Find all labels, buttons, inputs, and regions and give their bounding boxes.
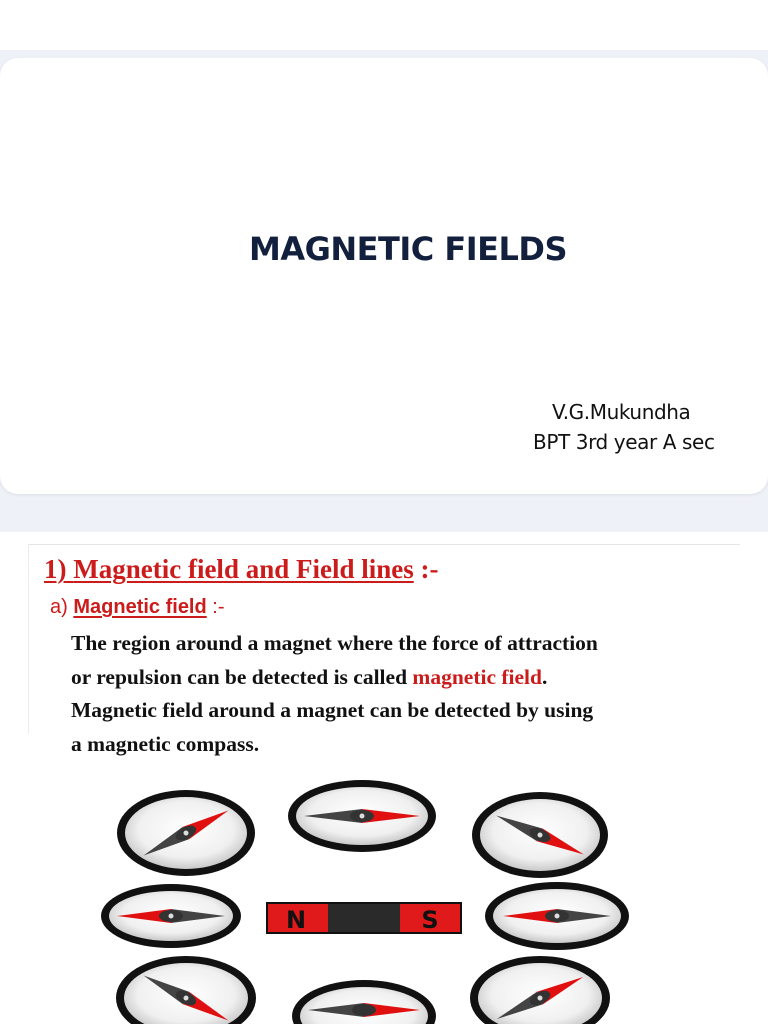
definition-line-4: a magnetic compass. [71,731,260,756]
subsection-letter: a) [50,596,68,618]
compass-magnet-illustration [0,772,768,1024]
compass-icon [116,956,256,1024]
section-heading-text: Magnetic field and Field lines [73,554,414,584]
slide-left-border [28,544,29,734]
bar-magnet-icon [266,902,462,934]
top-band [0,0,768,50]
section-heading [44,554,438,585]
author-name: V.G.Mukundha [552,400,691,424]
subsection-heading-text: Magnetic field [73,596,207,618]
slide-top-border [28,544,740,545]
subsection-heading [50,596,225,619]
title-slide [0,58,768,494]
definition-paragraph [71,627,731,761]
compass-icon [292,980,436,1024]
definition-line-3: Magnetic field around a magnet can be detected by using [71,698,594,722]
definition-line-2: or repulsion can be detected is called magnetic field. [71,664,548,689]
course-info: BPT 3rd year A sec [533,430,715,454]
compass-icon [288,780,436,852]
compass-icon [470,956,610,1024]
compass-icon [101,884,241,948]
subsection-heading-suffix: :- [212,596,225,618]
compass-icon [472,792,608,878]
magnetic-field-term: magnetic field [412,664,542,689]
section-number: 1) [44,554,67,584]
compass-icon [117,790,255,876]
content-slide [0,532,768,1024]
definition-line-1: The region around a magnet where the force of attraction [71,631,598,655]
south-pole-label: S [421,906,439,934]
slide-title: MAGNETIC FIELDS [249,230,567,268]
section-heading-suffix: :- [420,554,439,584]
compass-icon [485,882,629,950]
north-pole-label: N [285,906,307,934]
